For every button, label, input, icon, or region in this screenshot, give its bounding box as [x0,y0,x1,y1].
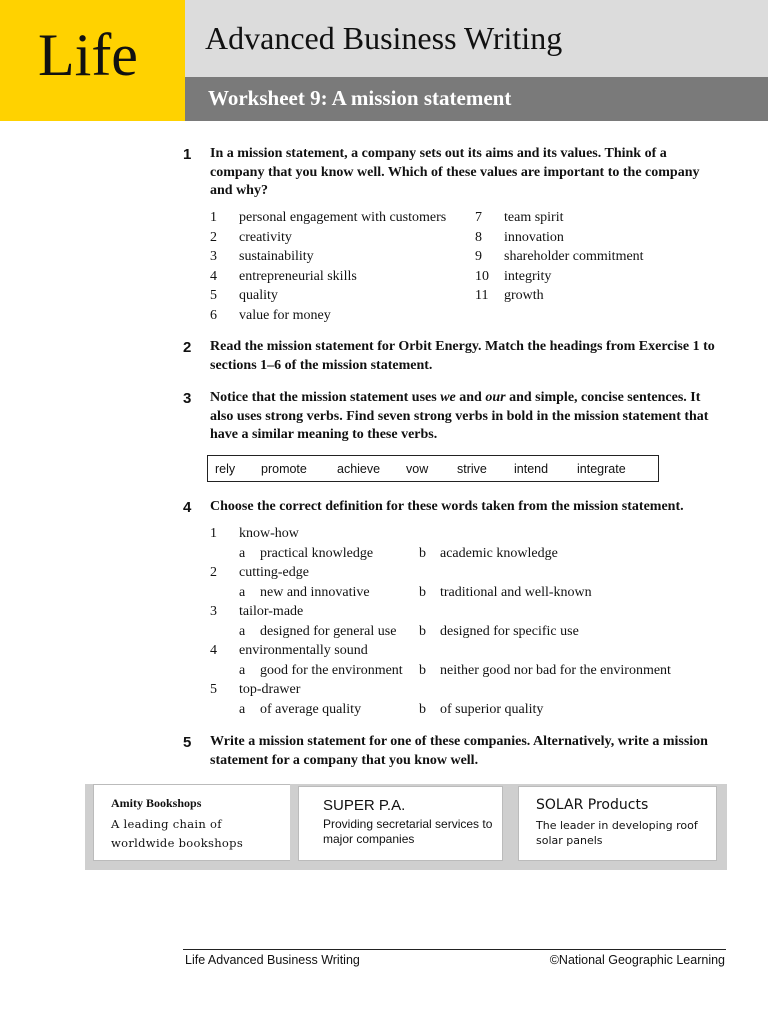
option-b: academic knowledge [440,545,558,561]
verb-word: integrate [577,462,626,476]
list-item: 8 innovation [475,229,564,245]
card-description: A leading chain of worldwide bookshops [111,817,244,850]
exercise-5-number: 5 [183,734,192,751]
list-item: 6 value for money [210,307,331,323]
list-item: 11 growth [475,288,544,303]
footer-copyright: ©National Geographic Learning [549,953,725,967]
values-list-col1 [210,208,470,325]
card-description: Providing secretarial services to major companies [323,817,493,846]
list-item: 10 integrity [475,268,552,284]
subtitle-band [185,77,768,121]
exercise-3-instruction: Notice that the mission statement uses we and our and simple, concise sentences. It also uses strong verbs. Find seven strong verbs in bold in the mission statement that have a similar meaning to these verbs. [210,390,709,442]
exercise-1-instruction: In a mission statement, a company sets out its aims and its values. Think of a company that you know well. Which of these values are important to the company and why? [210,146,700,198]
list-item: 1 personal engagement with customers [210,210,447,225]
option-a: designed for general use [260,623,397,639]
list-item: 2 creativity [210,229,292,245]
verb-word: intend [514,462,549,476]
company-card-superpa [298,786,503,861]
title-band [185,0,768,77]
verb-box [207,455,659,482]
verb-word: rely [215,462,236,476]
list-item: 9 shareholder commitment [475,249,644,264]
exercise-3-number: 3 [183,390,192,407]
company-card-solar [518,786,717,861]
option-a: good for the environment [260,662,403,678]
exercise-2-instruction: Read the mission statement for Orbit Energy. Match the headings from Exercise 1 to sections 1–6 of the mission statement. [210,339,715,373]
verb-word: strive [457,462,487,476]
logo: Life [38,22,138,88]
option-b: designed for specific use [440,623,579,639]
option-a: new and innovative [260,584,370,600]
card-title: Amity Bookshops [111,796,202,810]
card-description: The leader in developing roof solar panels [536,819,698,847]
values-list-col2 [475,208,715,306]
list-item: 3 sustainability [210,249,314,264]
footer-left: Life Advanced Business Writing [185,953,360,967]
worksheet-title: Worksheet 9: A mission statement [208,86,512,110]
exercise-4-instruction: Choose the correct definition for these words taken from the mission statement. [210,499,684,514]
option-b: neither good nor bad for the environment [440,662,671,678]
footer-divider [183,949,726,950]
company-card-amity [93,784,291,861]
verb-word: achieve [337,462,381,476]
list-item: 5 quality [210,288,278,303]
option-b: of superior quality [440,701,544,717]
option-a: of average quality [260,701,362,717]
option-a: practical knowledge [260,545,374,561]
exercise-4-number: 4 [183,499,192,516]
page-title: Advanced Business Writing [205,20,563,56]
list-item: 4 entrepreneurial skills [210,268,357,284]
exercise-1-number: 1 [183,146,192,163]
card-title: SUPER P.A. [323,797,406,814]
exercise-5-instruction: Write a mission statement for one of these companies. Alternatively, write a mission statement for a company that you know well. [210,734,708,768]
emphasis-we: we [440,390,456,405]
verb-word: promote [261,462,307,476]
list-item: 7 team spirit [475,210,564,225]
emphasis-our: our [485,390,506,405]
logo-box [0,0,185,121]
card-title: SOLAR Products [536,797,649,813]
verb-word: vow [406,462,429,476]
option-b: traditional and well-known [440,584,592,600]
exercise-2-number: 2 [183,339,192,356]
